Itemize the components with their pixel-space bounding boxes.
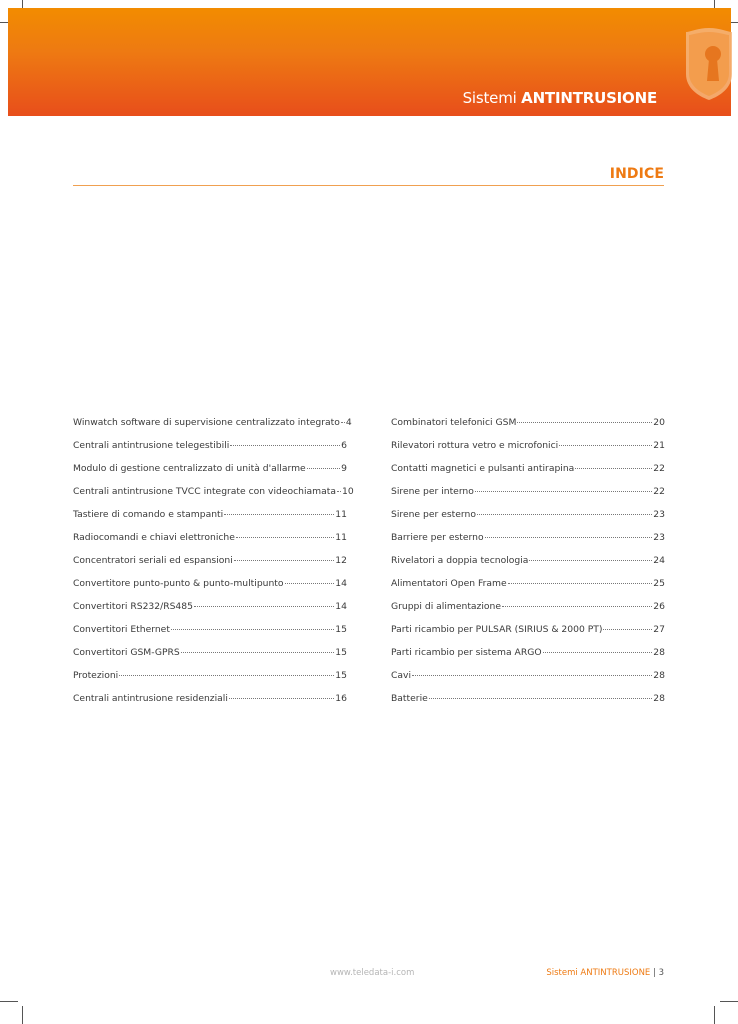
toc-entry-page: 24	[653, 555, 665, 566]
shield-keyhole-icon	[680, 26, 738, 102]
toc-leader	[559, 445, 652, 446]
toc-entry	[73, 647, 347, 670]
toc-leader	[337, 491, 341, 492]
toc-entry-page: 22	[653, 463, 665, 474]
toc-entry-title: Tastiere di comando e stampanti	[73, 509, 224, 520]
footer-section-bold: ANTINTRUSIONE	[580, 968, 651, 978]
toc-leader	[307, 468, 340, 469]
toc-entry	[391, 601, 665, 624]
crop-mark	[720, 1001, 738, 1002]
toc-entry	[73, 693, 347, 716]
toc-leader	[285, 583, 335, 584]
toc-entry-title: Gruppi di alimentazione	[391, 601, 502, 612]
footer-separator: |	[653, 968, 656, 978]
toc-entry-title: Protezioni	[73, 670, 119, 681]
toc-leader	[529, 560, 652, 561]
toc-entry-page: 26	[653, 601, 665, 612]
toc-entry-title: Combinatori telefonici GSM	[391, 417, 517, 428]
toc-entry-page: 27	[653, 624, 665, 635]
toc-entry-title: Concentratori seriali ed espansioni	[73, 555, 233, 566]
toc-leader	[517, 422, 652, 423]
toc-entry	[391, 670, 665, 693]
footer-section-light: Sistemi	[546, 968, 578, 978]
section-divider	[73, 185, 664, 186]
page-number: 3	[658, 968, 664, 978]
toc-entry-page: 23	[653, 532, 665, 543]
toc-leader	[575, 468, 652, 469]
toc-entry	[391, 417, 665, 440]
toc-entry-title: Parti ricambio per PULSAR (SIRIUS & 2000 PT)	[391, 624, 603, 635]
crop-mark	[714, 1006, 715, 1024]
toc-entry-page: 9	[341, 463, 347, 474]
toc-entry-title: Barriere per esterno	[391, 532, 484, 543]
toc-entry-title: Convertitori GSM-GPRS	[73, 647, 180, 658]
toc-entry-title: Winwatch software di supervisione centralizzato integrato	[73, 417, 340, 428]
toc-entry-page: 4	[345, 417, 352, 428]
header-title-light: Sistemi	[462, 89, 517, 107]
toc-entry-title: Sirene per esterno	[391, 509, 476, 520]
toc-leader	[477, 514, 652, 515]
toc-leader	[224, 514, 334, 515]
toc-leader	[194, 606, 334, 607]
toc-entry	[73, 463, 347, 486]
toc-entry-page: 28	[653, 647, 665, 658]
footer-section	[546, 968, 664, 978]
toc-entry	[391, 440, 665, 463]
toc-entry-title: Modulo di gestione centralizzato di unità d'allarme	[73, 463, 306, 474]
toc-entry	[73, 555, 347, 578]
toc-entry	[391, 509, 665, 532]
toc-entry-page: 10	[342, 486, 354, 497]
toc-leader	[341, 422, 345, 423]
toc-leader	[475, 491, 652, 492]
toc-entry-page: 6	[341, 440, 347, 451]
toc-entry-title: Batterie	[391, 693, 428, 704]
toc-entry-page: 14	[335, 601, 347, 612]
toc-entry-title: Rivelatori a doppia tecnologia	[391, 555, 529, 566]
toc-entry-page: 15	[335, 670, 347, 681]
toc-entry-title: Cavi	[391, 670, 412, 681]
toc-entry	[73, 670, 347, 693]
toc-entry-page: 14	[335, 578, 347, 589]
toc-entry-page: 11	[335, 509, 347, 520]
toc-entry-page: 28	[653, 670, 665, 681]
toc-entry-title: Parti ricambio per sistema ARGO	[391, 647, 542, 658]
toc-leader	[181, 652, 335, 653]
toc-entry-page: 16	[335, 693, 347, 704]
toc-entry	[391, 578, 665, 601]
toc-entry-title: Convertitori Ethernet	[73, 624, 170, 635]
toc-leader	[230, 445, 340, 446]
toc-leader	[171, 629, 334, 630]
toc-entry-page: 15	[335, 647, 347, 658]
section-title: INDICE	[609, 166, 664, 182]
toc-entry	[391, 624, 665, 647]
toc-entry-title: Convertitore punto-punto & punto-multipunto	[73, 578, 284, 589]
toc-entry-page: 21	[653, 440, 665, 451]
crop-mark	[0, 1001, 18, 1002]
toc-entry	[391, 463, 665, 486]
toc-leader	[429, 698, 653, 699]
toc-entry-page: 25	[653, 578, 665, 589]
toc-entry-title: Sirene per interno	[391, 486, 474, 497]
toc-entry	[73, 486, 354, 509]
toc-leader	[502, 606, 652, 607]
toc-entry	[73, 440, 347, 463]
toc-entry-title: Contatti magnetici e pulsanti antirapina	[391, 463, 575, 474]
toc-leader	[119, 675, 334, 676]
crop-mark	[22, 1006, 23, 1024]
toc-leader	[543, 652, 653, 653]
toc-leader	[603, 629, 652, 630]
toc-leader	[234, 560, 335, 561]
toc-entry-title: Alimentatori Open Frame	[391, 578, 507, 589]
toc-entry	[73, 417, 352, 440]
toc-entry	[73, 624, 347, 647]
toc-entry-title: Centrali antintrusione telegestibili	[73, 440, 230, 451]
toc-entry-title: Centrali antintrusione TVCC integrate con videochiamata	[73, 486, 336, 497]
toc-column-left	[73, 417, 354, 716]
toc-entry-title: Radiocomandi e chiavi elettroniche	[73, 532, 235, 543]
toc-entry	[73, 532, 347, 555]
toc-entry-page: 28	[653, 693, 665, 704]
toc-entry-page: 23	[653, 509, 665, 520]
footer-url[interactable]: www.teledata-i.com	[330, 968, 415, 978]
header-banner	[8, 8, 731, 116]
toc-entry-page: 22	[653, 486, 665, 497]
toc-leader	[229, 698, 334, 699]
toc-entry-title: Centrali antintrusione residenziali	[73, 693, 228, 704]
toc-leader	[412, 675, 652, 676]
toc-entry	[391, 693, 665, 716]
toc-leader	[485, 537, 653, 538]
toc-entry-title: Rilevatori rottura vetro e microfonici	[391, 440, 559, 451]
toc-entry	[73, 578, 347, 601]
toc-entry	[391, 647, 665, 670]
toc-entry-title: Convertitori RS232/RS485	[73, 601, 193, 612]
header-title	[463, 89, 657, 107]
toc-column-right	[391, 417, 665, 716]
toc-entry-page: 11	[335, 532, 347, 543]
header-title-bold: ANTINTRUSIONE	[521, 89, 657, 107]
toc-entry	[73, 509, 347, 532]
toc-entry	[391, 555, 665, 578]
toc-leader	[508, 583, 653, 584]
toc-entry	[73, 601, 347, 624]
toc-entry-page: 20	[653, 417, 665, 428]
toc-entry	[391, 532, 665, 555]
toc-entry	[391, 486, 665, 509]
toc-entry-page: 12	[335, 555, 347, 566]
toc-leader	[236, 537, 334, 538]
toc-entry-page: 15	[335, 624, 347, 635]
